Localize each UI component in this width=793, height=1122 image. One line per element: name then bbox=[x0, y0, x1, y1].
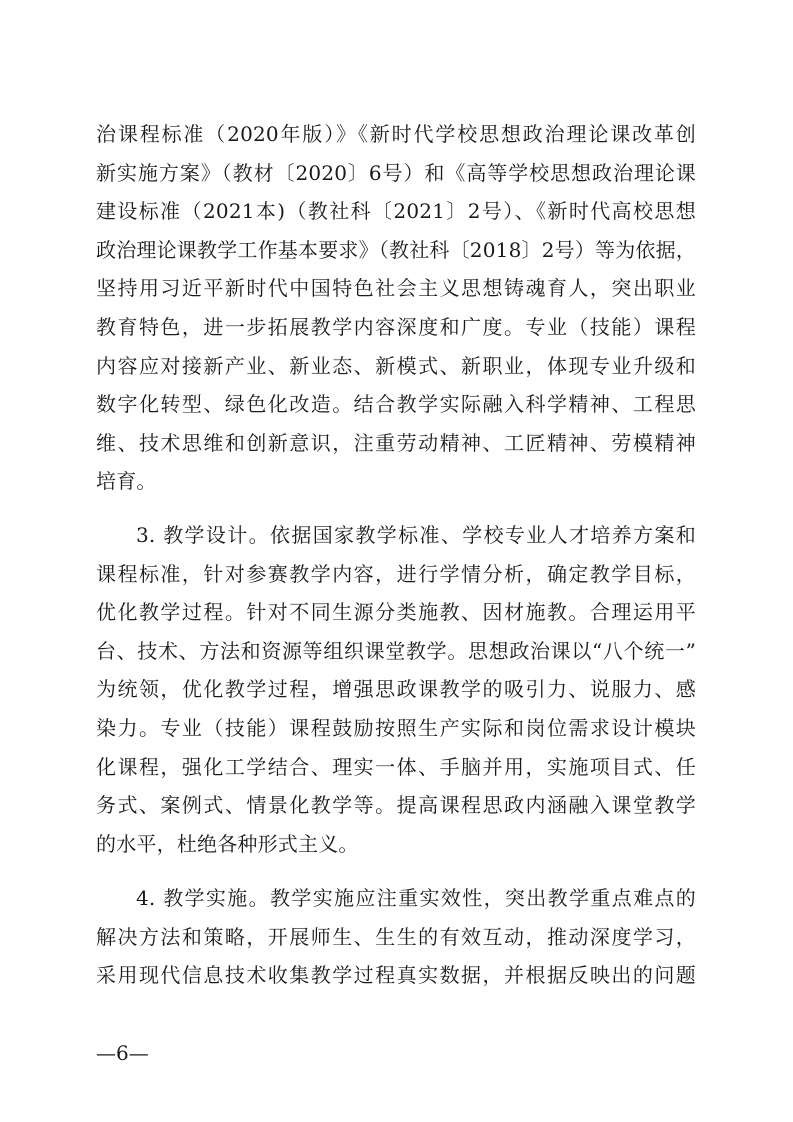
page-number: —6— bbox=[96, 1041, 149, 1065]
text-line: 课程标准，针对参赛教学内容，进行学情分析，确定教学目标， bbox=[96, 561, 696, 586]
text-line: 台、技术、方法和资源等组织课堂教学。思想政治课以“八个统一” bbox=[96, 638, 696, 663]
text-line: 染力。专业（技能）课程鼓励按照生产实际和岗位需求设计模块 bbox=[96, 715, 696, 740]
text-line: 务式、案例式、情景化教学等。提高课程思政内涵融入课堂教学 bbox=[96, 793, 696, 818]
text-line: 建设标准（2021本)（教社科〔2021〕2号）、《新时代高校思想 bbox=[96, 199, 696, 224]
text-line: 采用现代信息技术收集教学过程真实数据，并根据反映出的问题 bbox=[96, 963, 696, 988]
paragraph-teaching-implementation bbox=[96, 879, 696, 995]
paragraph-teaching-design bbox=[96, 516, 696, 863]
text-line: 维、技术思维和创新意识，注重劳动精神、工匠精神、劳模精神 bbox=[96, 430, 696, 455]
text-line: 坚持用习近平新时代中国特色社会主义思想铸魂育人，突出职业 bbox=[96, 276, 696, 301]
paragraph-course-content bbox=[96, 115, 696, 501]
text-line: 优化教学过程。针对不同生源分类施教、因材施教。合理运用平 bbox=[96, 600, 696, 625]
text-line: 内容应对接新产业、新业态、新模式、新职业，体现专业升级和 bbox=[96, 353, 696, 378]
text-line: 培育。 bbox=[96, 469, 157, 494]
text-line: 为统领，优化教学过程，增强思政课教学的吸引力、说服力、感 bbox=[96, 677, 696, 702]
text-line: 的水平，杜绝各种形式主义。 bbox=[96, 831, 359, 856]
text-line: 政治理论课教学工作基本要求》（教社科〔2018〕2号）等为依据， bbox=[96, 237, 696, 262]
text-line: 解决方法和策略，开展师生、生生的有效互动，推动深度学习， bbox=[96, 924, 696, 949]
text-line: 化课程，强化工学结合、理实一体、手脑并用，实施项目式、任 bbox=[96, 754, 696, 779]
text-line: 治课程标准（2020年版）》《新时代学校思想政治理论课改革创 bbox=[96, 122, 696, 146]
text-line: 4. 教学实施。教学实施应注重实效性，突出教学重点难点的 bbox=[136, 886, 696, 910]
text-line: 数字化转型、绿色化改造。结合教学实际融入科学精神、工程思 bbox=[96, 392, 696, 417]
text-line: 3. 教学设计。依据国家教学标准、学校专业人才培养方案和 bbox=[136, 523, 696, 547]
text-line: 教育特色，进一步拓展教学内容深度和广度。专业（技能）课程 bbox=[96, 314, 696, 339]
text-line: 新实施方案》（教材〔2020〕6号）和《高等学校思想政治理论课 bbox=[96, 160, 696, 185]
